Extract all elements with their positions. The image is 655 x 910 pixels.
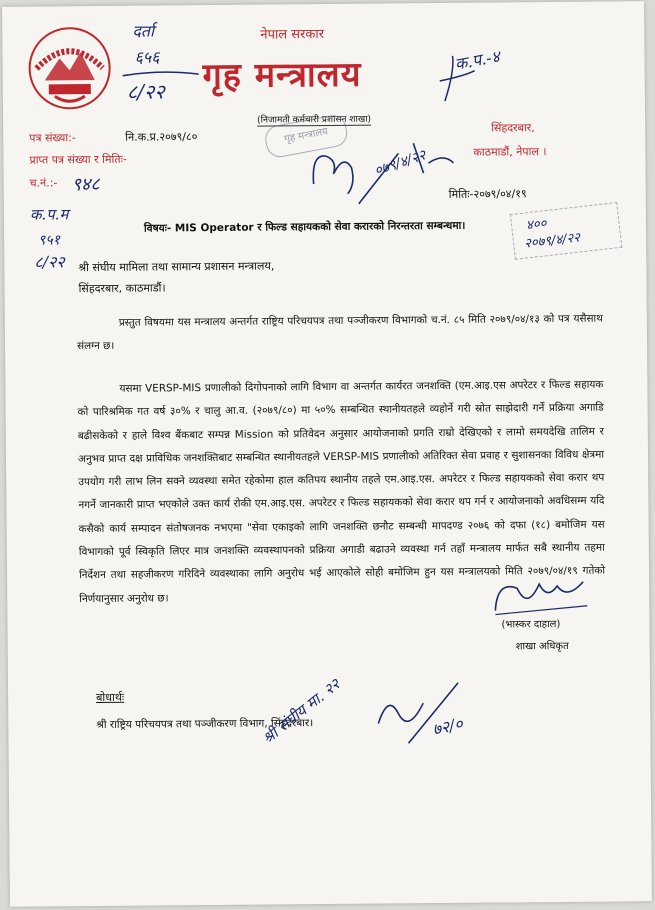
body-paragraph-2: यसमा VERSP-MIS प्रणालीको दिगोपनाको लागि विभाग वा अन्तर्गत कार्यरत जनशक्ति (एम.आइ.एस अपरेटर र फिल्ड सहायक को पारिश्रमिक गत वर्ष ३०% र चालु आ.व. (२०७९/८०) मा ५०% सम्बन्धित स्थानीयतहले व्यहोर्ने गरी स्रोत साझेदारी गर्ने प्रक्रिया अगाडि बढीसकेको र हाले विश्व बैंकबाट सम्पन्न Mission को प्रतिवेदन अनुसार आयोजनाको प्रगति राम्रो देखिएको र लामो समयदेखि तालिम र अनुभव प्राप्त दक्ष प्राविधिक जनशक्तिबाट सम्बन्धित स्थानीयतहले VERSP-MIS प्रणालीको अतिरिक्त सेवा प्रवाह र सुशासनका विविध क्षेत्रमा उपयोग गरी लाभ लिन सक्ने व्यवस्था समेत रहेकोमा हाल कतिपय स्थानीय तहले एम.आइ.एस. अपरेटर र फिल्ड सहायकको सेवा करार थप नगर्ने जानकारी प्राप्त भएकोले उक्त कार्य रोकी एम.आइ.एस. अपरेटर र फिल्ड सहायकको सेवा करार थप गर्न र आयोजनाको अवधिसम्म यदि कसैको कार्य सम्पादन संतोषजनक नभएमा "सेवा एकाइको लागि जनशक्ति छनौट सम्बन्धी मापदण्ड २०७६ को दफा (१८) बमोजिम यस विभागको पूर्व स्विकृति लिएर मात्र जनशक्ति व्यवस्थापनको प्रक्रिया अगाडी बढाउने व्यवस्था गर्न तहाँ मन्त्रालय मार्फत सबै स्थानीय तहमा निर्देशन तथा सहजीकरण गरिदिने व्यवस्थाका लागि अनुरोध भई आएकोले सोही बमोजिम हुन यस मन्त्रालयको मिति २०७९/०४/१९ गतेको निर्णयानुसार अनुरोध छ।	[77, 378, 606, 605]
signatory-name: (भास्कर दाहाल)	[501, 618, 561, 631]
handwritten-number: ६५६	[134, 47, 160, 67]
handwritten-left-number: ९५१	[38, 232, 61, 249]
body-paragraph-1: प्रस्तुत विषयमा यस मन्त्रालय अन्तर्गत राष्ट्रिय परिचयपत्र तथा पञ्जीकरण विभागको च.नं. ८५ मिति २०७९/०४/१३ को पत्र यसैसाथ संलग्न छ।	[76, 312, 603, 353]
ministry-name: गृह मन्त्रालय	[202, 54, 362, 97]
handwritten-underline	[121, 69, 201, 80]
handwritten-bottom-number: ७२/०	[430, 713, 465, 740]
cc-recipient: श्री राष्ट्रिय परिचयपत्र तथा पञ्जीकरण विभाग, सिंहदरबार।	[96, 717, 314, 732]
government-name: नेपाल सरकार	[260, 27, 325, 43]
handwritten-bottom-note: श्री संघीय मा. २२	[259, 675, 344, 748]
patra-sankhya-value: नि.क.प्र.२०७९/८०	[125, 130, 198, 144]
section-name: (निजामती कर्मचारी प्रशासन शाखा)	[257, 112, 371, 127]
patra-sankhya-label: पत्र संख्या:-	[29, 131, 76, 145]
address-line-2: काठमाडौं, नेपाल ।	[473, 145, 547, 159]
stamp-number: ४००	[525, 216, 548, 234]
signatory-title: शाखा अधिकृत	[515, 640, 569, 653]
cc-label: बोधार्थः	[96, 690, 125, 705]
handwritten-date: ८/२२	[126, 79, 165, 104]
signature-scribble-top-right	[434, 51, 495, 112]
nepal-emblem-icon	[24, 24, 115, 113]
stamp-date: २०७९/४/२२	[523, 230, 581, 252]
chalani-value: ९४८	[71, 173, 100, 196]
handwritten-kapa: क.प.-४	[453, 46, 502, 74]
subject-line: विषयः- MIS Operator र फिल्ड सहायकको सेवा करारको निरन्तरता सम्बन्धमा।	[143, 219, 466, 235]
handwritten-left-date: ८/२२	[34, 252, 65, 272]
stamp-text: गृह मन्त्रालय	[283, 126, 329, 146]
letter-date: मितिः-२०७९/०४/१९	[448, 187, 527, 201]
prapt-patra-label: प्राप्त पत्र संख्या र मितिः-	[29, 152, 127, 167]
chalani-label: च.नं.:-	[29, 176, 58, 190]
receipt-stamp	[510, 202, 623, 260]
letter-page	[2, 1, 652, 907]
signature	[487, 570, 597, 621]
recipient-line-1: श्री संघीय मामिला तथा सामान्य प्रशासन मन्त्रालय,	[78, 259, 275, 275]
handwritten-bottom-scribble	[368, 663, 499, 754]
handwritten-kapam: क.प.म	[29, 205, 69, 224]
recipient-line-2: सिंहदरबार, काठमाडौं।	[78, 281, 166, 296]
handwritten-mid-date: ०७९/४/२२	[372, 147, 428, 180]
address-line-1: सिंहदरबार,	[491, 121, 535, 135]
handwritten-darta: दर्ता	[132, 21, 155, 41]
